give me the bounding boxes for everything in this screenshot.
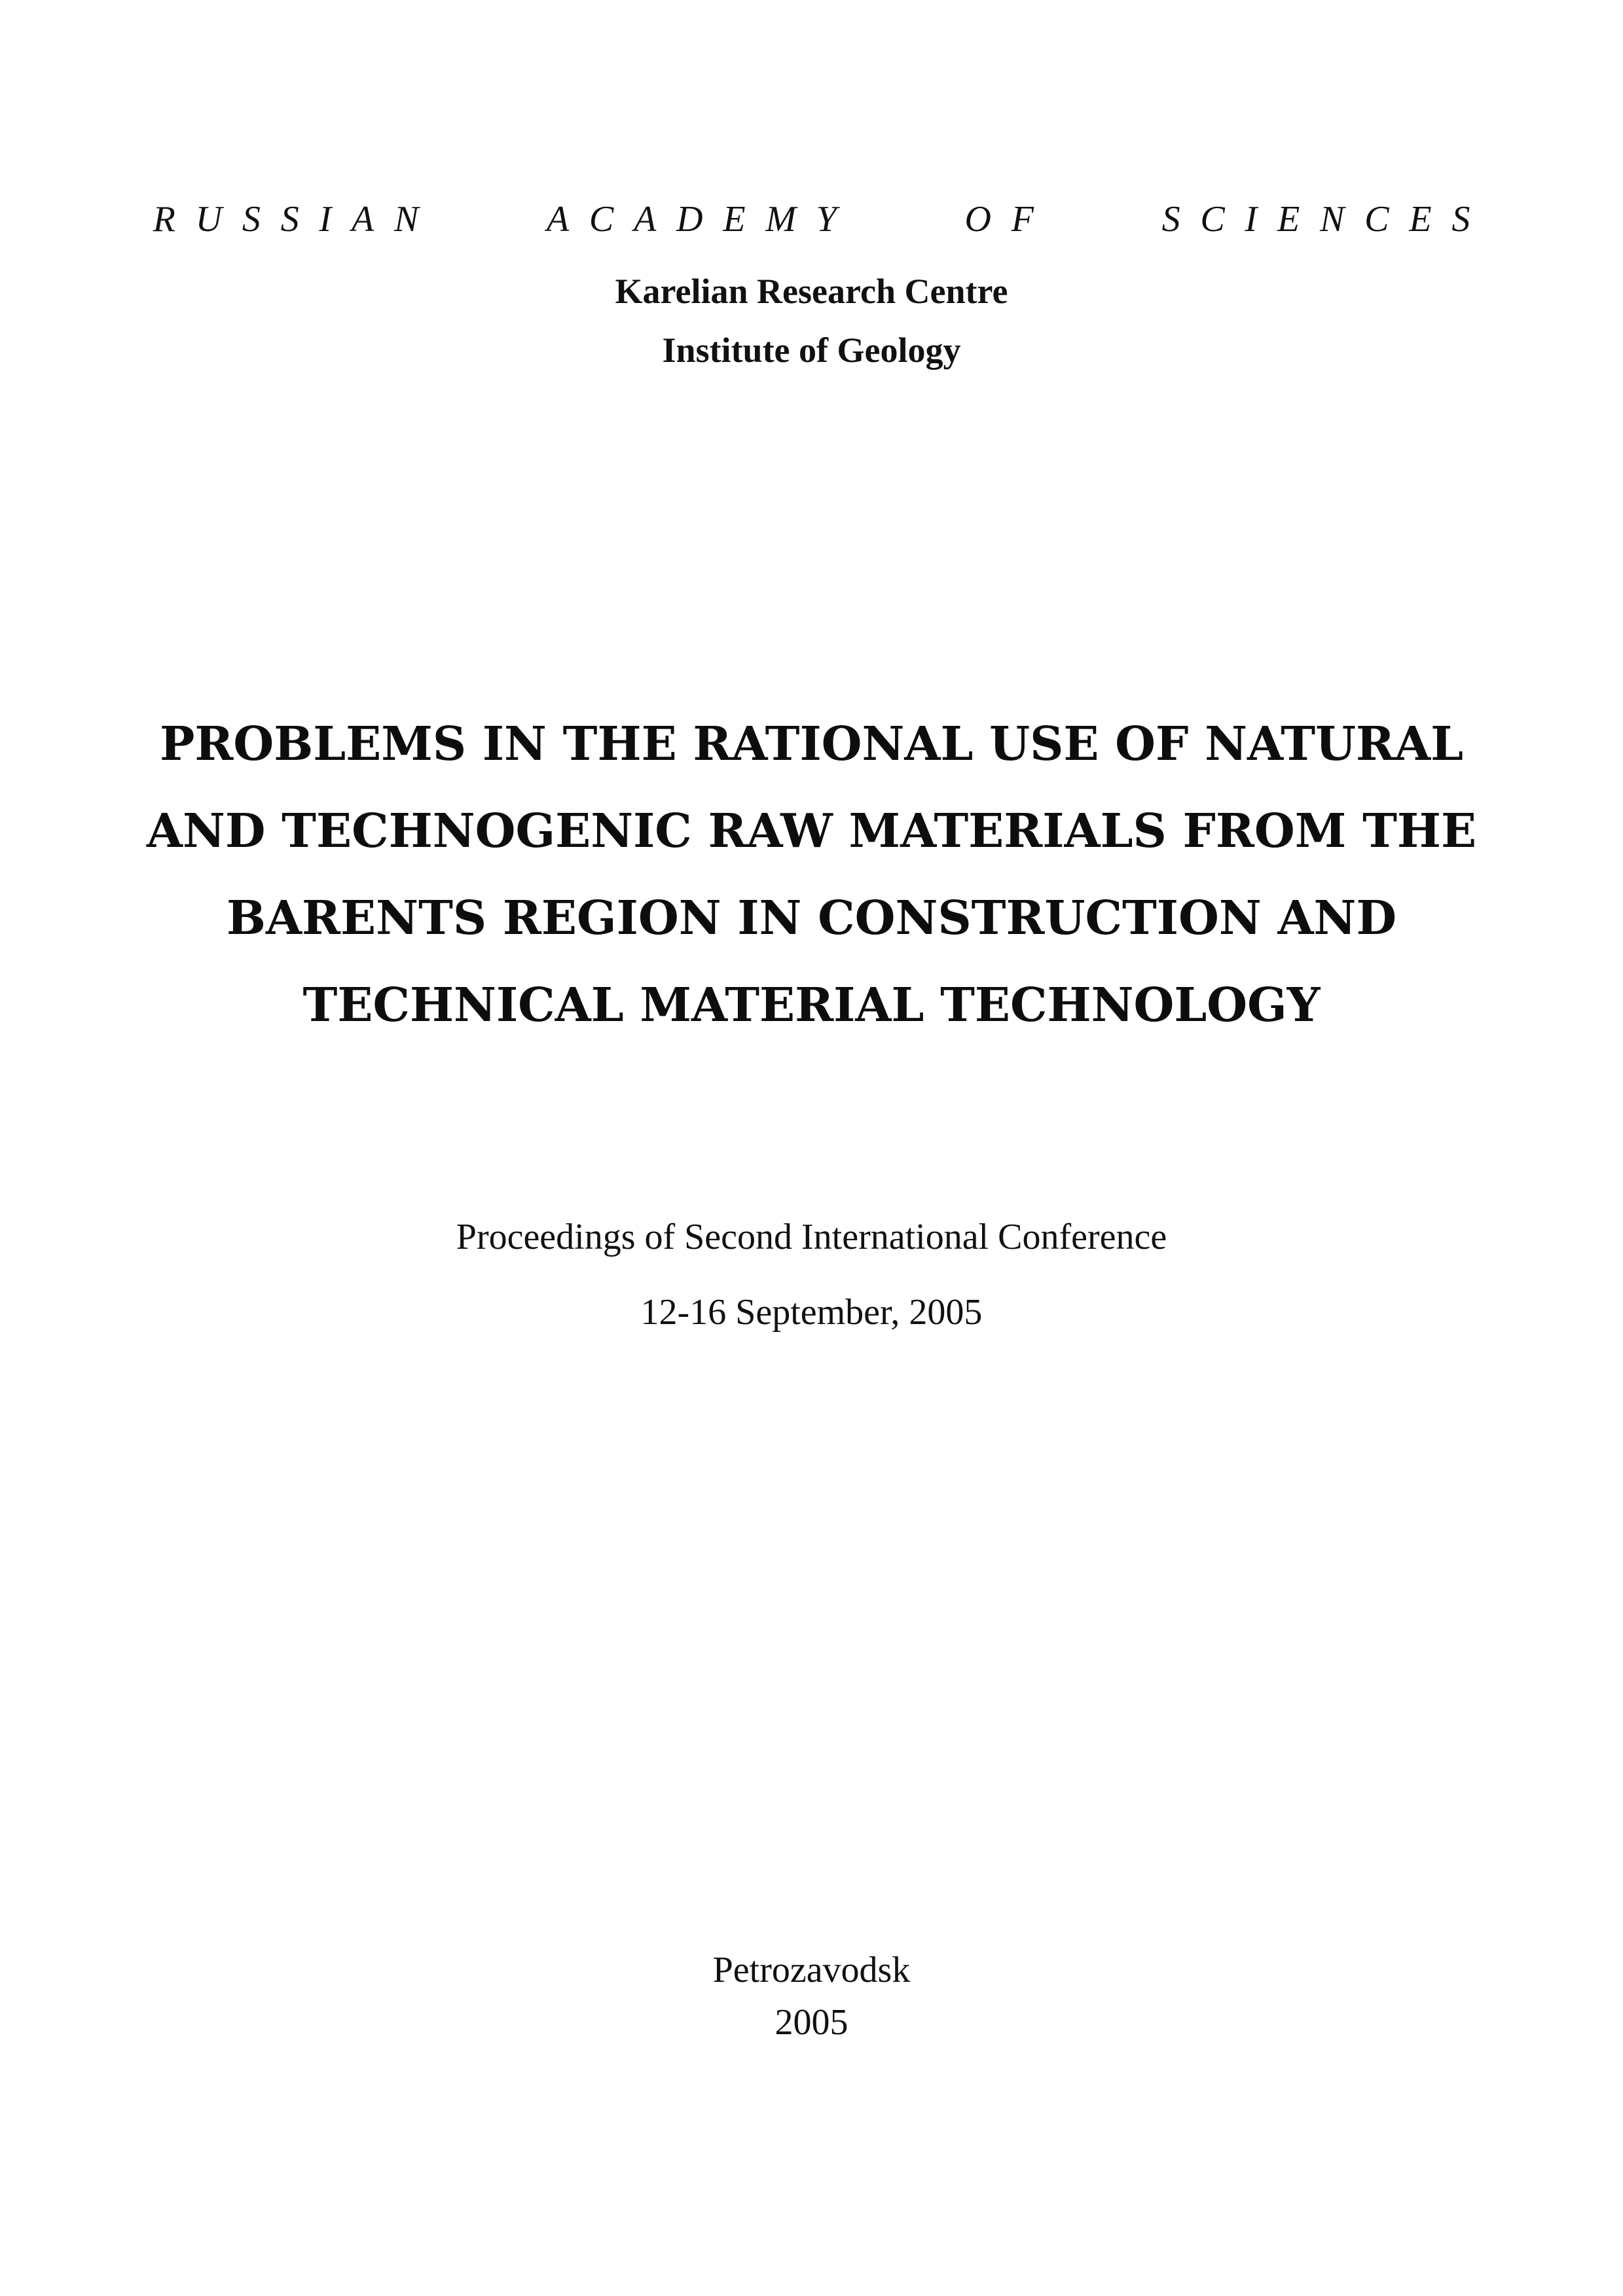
title-line-4: TECHNICAL MATERIAL TECHNOLOGY bbox=[302, 977, 1321, 1032]
title-line-1: PROBLEMS IN THE RATIONAL USE OF NATURAL bbox=[159, 716, 1464, 771]
publication-city: Petrozavodsk bbox=[712, 1950, 911, 1990]
institute-name: Institute of Geology bbox=[662, 331, 961, 370]
academy-word-1: RUSSIAN bbox=[153, 199, 439, 240]
research-centre: Karelian Research Centre bbox=[615, 272, 1008, 311]
academy-word-4: SCIENCES bbox=[1161, 199, 1491, 240]
proceedings-subtitle: Proceedings of Second International Conference bbox=[456, 1217, 1167, 1257]
title-line-2: AND TECHNOGENIC RAW MATERIALS FROM THE bbox=[146, 803, 1477, 858]
academy-word-2: ACADEMY bbox=[546, 199, 857, 240]
academy-name bbox=[0, 190, 1623, 249]
document-title bbox=[0, 700, 1623, 1049]
publication-year: 2005 bbox=[775, 2002, 848, 2043]
conference-dates: 12-16 September, 2005 bbox=[640, 1292, 983, 1333]
academy-word-3: OF bbox=[964, 199, 1054, 240]
title-line-3: BARENTS REGION IN CONSTRUCTION AND bbox=[226, 890, 1397, 945]
